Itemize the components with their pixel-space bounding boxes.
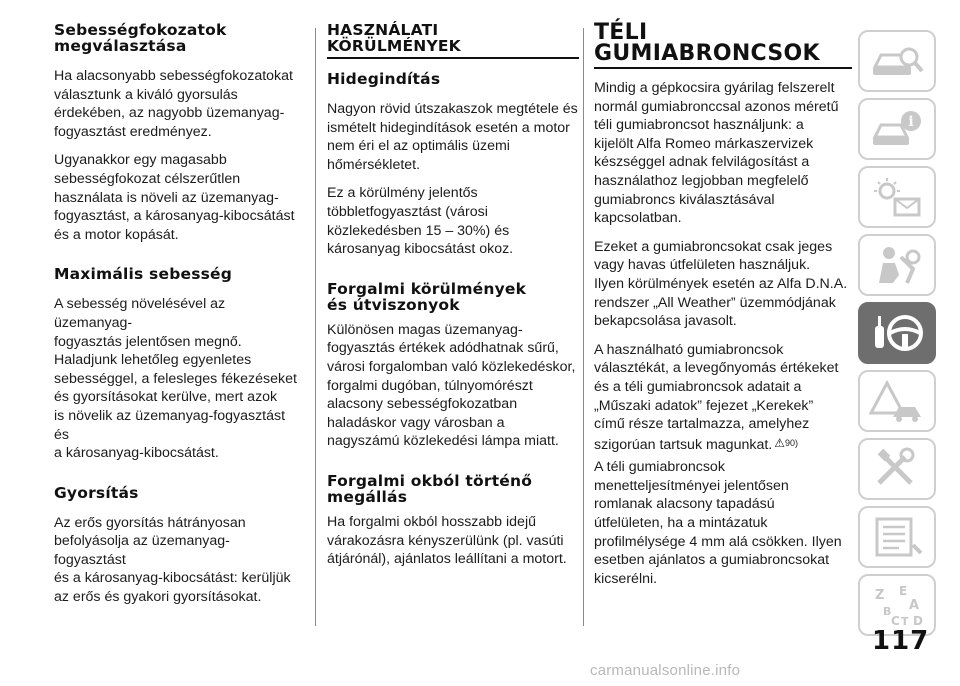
chapter-tabs [858, 30, 940, 642]
heading-traffic-stop: Forgalmi okból történő megállás [327, 471, 533, 506]
tab-car-search[interactable] [858, 30, 936, 92]
paragraph-winter-3 [594, 341, 852, 455]
column-1 [54, 22, 300, 617]
column-3 [594, 22, 852, 598]
tab-emergency[interactable] [858, 370, 936, 432]
section-title-usage-conditions: HASZNÁLATI KÖRÜLMÉNYEK [327, 22, 579, 59]
warning-lights-message-icon [869, 175, 925, 219]
heading-gear-selection: Sebességfokozatok megválasztása [54, 21, 227, 55]
paragraph-gear-1: Ha alacsonyabb sebességfokozatokat választunk a kiváló gyorsulás érdekében, az nagyobb üzemanyag- fogyasztást eredményez. [54, 68, 293, 140]
svg-text:D: D [913, 614, 923, 627]
column-2 [327, 22, 579, 579]
warning-triangle-car-icon [869, 379, 925, 423]
paragraph-winter-4: A téli gumiabroncsok menetteljesítményei jelentősen romlanak alacsony tapadású útfelületen, ha a mintázatuk profilmélysége 4 mm alá csökken. Ilyen esetben ajánlatos a gumiabroncsokat kicserélni. [594, 459, 842, 587]
safety-airbag-icon [869, 243, 925, 287]
paragraph-traffic-stop: Ha forgalmi okból hosszabb idejű várakozásra kényszerülünk (pl. vasúti átjárónál), ajánlatos leállítani a motort. [327, 513, 567, 568]
tab-maintenance[interactable] [858, 438, 936, 500]
paragraph-max-speed: A sebesség növelésével az üzemanyag- fogyasztás jelentősen megnő. Haladjunk lehetőleg egyenletes sebességgel, a felesleges fékezéseket és gyorsításokat kerülve, mert azok is növelik az üzemanyag-fogyasztást és a károsanyag-kibocsátást. [54, 296, 297, 462]
paragraph-acceleration: Az erős gyorsítás hátrányosan befolyásolja az üzemanyag-fogyasztást és a károsanyag-kibocsátást: kerüljük az erős és gyakori gyorsításokat. [54, 514, 291, 606]
paragraph-winter-2: Ezeket a gumiabroncsokat csak jeges vagy havas útfelületen használjuk. Ilyen körülmények esetén az Alfa D.N.A. rendszer „All Weather” üzemmódjának bekapcsolása javasolt. [594, 238, 848, 330]
alphabet-index-icon [869, 583, 925, 627]
svg-text:B: B [883, 605, 892, 618]
watermark: carmanualsonline.info [590, 662, 741, 679]
technical-data-list-icon [869, 515, 925, 559]
warning-reference: 90) [785, 437, 799, 448]
car-search-icon [869, 39, 925, 83]
svg-text:C: C [891, 614, 900, 627]
heading-acceleration: Gyorsítás [54, 483, 139, 502]
tab-starting-driving[interactable] [858, 302, 936, 364]
key-steering-wheel-icon [867, 310, 927, 356]
svg-text:i: i [908, 114, 914, 130]
warning-triangle-icon: ⚠ [774, 435, 785, 450]
heading-max-speed: Maximális sebesség [54, 265, 233, 284]
tab-safety[interactable] [858, 234, 936, 296]
svg-text:E: E [899, 584, 908, 598]
paragraph-winter-3-text: A használható gumiabroncsok választékát, a levegőnyomás értékeket és a téli gumiabroncsok adatait a „Műszaki adatok” fejezet „Kerekek” című része tartalmazza, amelyhez szigorúan tartsuk magunkat. [594, 341, 839, 453]
section-title-winter-tyres: TÉLI GUMIABRONCSOK [594, 22, 852, 69]
heading-traffic-conditions: Forgalmi körülmények és útviszonyok [327, 279, 527, 314]
tab-car-info[interactable] [858, 98, 936, 160]
car-info-icon [869, 107, 925, 151]
svg-text:A: A [909, 598, 920, 613]
svg-text:Z: Z [875, 588, 885, 603]
tab-warning-lights[interactable] [858, 166, 936, 228]
paragraph-cold-start-1: Nagyon rövid útszakaszok megtétele és ismételt hidegindítások esetén a motor nem éri el az optimális üzemi hőmérsékletet. [327, 101, 578, 173]
heading-cold-start: Hidegindítás [327, 70, 441, 88]
paragraph-cold-start-2: Ez a körülmény jelentős többletfogyasztást (városi közlekedésben 15 – 30%) és károsanyag kibocsátást okoz. [327, 185, 514, 258]
paragraph-traffic-conditions: Különösen magas üzemanyag- fogyasztás értékek adódhatnak sűrű, városi forgalomban való közlekedéskor, forgalmi dugóban, túlnyomórészt alacsony sebességfokozatban haladáskor vagy városban a nagyszámú közlekedési lámpa miatt. [327, 321, 576, 450]
paragraph-winter-1: Mindig a gépkocsira gyárilag felszerelt normál gumiabronccsal azonos méretű téli gumiabroncsot használjunk: a kijelölt Alfa Romeo márkaszervizek készséggel adnak felvilágosítást a használathoz legjobban megfelelő gumiabroncs kiválasztásával kapcsolatban. [594, 80, 839, 227]
column-divider-1 [315, 28, 316, 626]
page-number: 117 [872, 626, 930, 656]
column-divider-2 [583, 28, 584, 626]
paragraph-gear-2: Ugyanakkor egy magasabb sebességfokozat célszerűtlen használata is növeli az üzemanyag- fogyasztást, a károsanyag-kibocsátást és a motor kopását. [54, 152, 295, 243]
svg-text:T: T [901, 615, 909, 627]
service-tools-icon [869, 447, 925, 491]
tab-technical-data[interactable] [858, 506, 936, 568]
